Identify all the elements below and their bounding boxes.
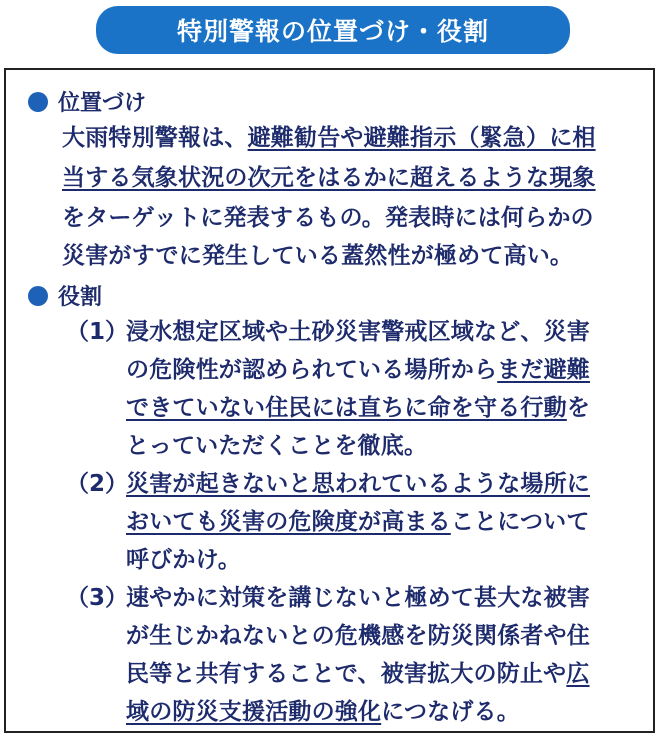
text-line (62, 242, 573, 270)
text-line (126, 698, 520, 726)
underlined-text: 広 (566, 661, 590, 687)
text-run: 災害がすでに発生している蓋然性が極めて高い。 (62, 243, 574, 269)
text-run: につなげる。 (381, 699, 520, 725)
text-line (126, 470, 590, 498)
text-line (126, 622, 590, 650)
text-line (126, 432, 427, 460)
text-line (62, 204, 594, 232)
item-number: （3） (66, 585, 129, 611)
item-number: （2） (66, 471, 129, 497)
page-title: 特別警報の位置づけ・役割 (176, 17, 489, 46)
text-line (62, 124, 596, 152)
bullet-icon (28, 286, 48, 306)
title-banner (96, 6, 570, 54)
underlined-text: 域の防災支援活動の強化 (126, 699, 382, 725)
text-run: を (566, 395, 591, 421)
text-run: 浸水想定区域や土砂災害警戒区域など、災害 (126, 319, 590, 345)
text-run: をターゲットに発表するもの。発表時には何らかの (62, 205, 594, 231)
section-heading-role (28, 280, 102, 311)
text-line (126, 546, 241, 574)
text-run: 民等と共有することで、被害拡大の防止や (126, 661, 567, 687)
section-heading-label: 位置づけ (58, 91, 147, 116)
text-run: が生じかねないとの危機感を防災関係者や住 (126, 623, 590, 649)
text-run: 速やかに対策を講じないと極めて甚大な被害 (126, 585, 590, 611)
text-run: ことについて (450, 509, 590, 535)
text-line (126, 394, 590, 422)
text-run: とっていただくことを徹底。 (126, 433, 428, 459)
text-run: 大雨特別警報は、 (62, 125, 248, 151)
text-line (126, 508, 590, 536)
bullet-icon (28, 92, 48, 112)
section-heading-position (28, 86, 146, 117)
text-line (126, 584, 590, 612)
underlined-text: 当する気象状況の次元をはるかに超えるような現象 (62, 165, 596, 191)
underlined-text: おいても災害の危険度が高まる (126, 509, 451, 535)
underlined-text: 避難勧告や避難指示（緊急）に相 (247, 125, 596, 151)
underlined-text: 災害が起きないと思われているような場所に (126, 471, 590, 497)
section-heading-label: 役割 (58, 285, 103, 310)
text-run: 呼びかけ。 (126, 547, 242, 573)
text-line (62, 164, 596, 192)
underlined-text: まだ避難 (497, 357, 591, 383)
underlined-text: できていない住民には直ちに命を守る行動 (126, 395, 567, 421)
text-line (126, 318, 590, 346)
text-line (126, 660, 590, 688)
item-number: （1） (66, 319, 129, 345)
text-line (126, 356, 590, 384)
text-run: の危険性が認められている場所から (126, 357, 498, 383)
